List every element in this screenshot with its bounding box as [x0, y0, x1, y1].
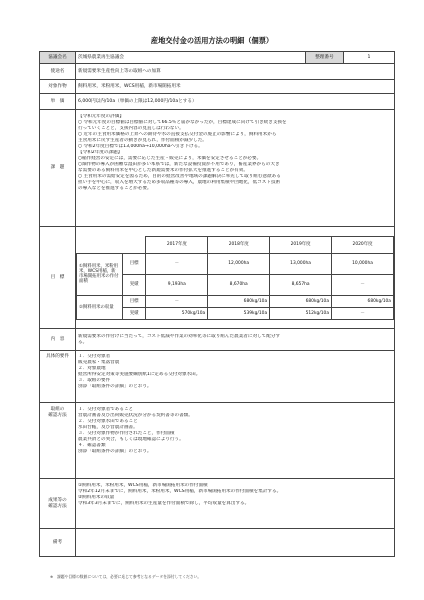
year-header: 2018年度 — [208, 236, 270, 253]
goals-corner — [77, 236, 146, 253]
goal1-actual-cell: 8,657ha — [270, 274, 332, 295]
goal2-actual-row — [77, 307, 394, 319]
goal1-target-row — [77, 253, 394, 274]
unit-price-value: 6,000円以内/10a（単価の上限は12,000円/10aとする） — [76, 94, 395, 110]
confirmation-line: 営農計画書及び出荷販売状況が分かる契約書等の書類。 — [78, 413, 193, 418]
results-label: 成果等の 確認方法 — [40, 479, 76, 529]
goal2-target-cell: 680kg/10a — [332, 295, 394, 307]
year-header: 2020年度 — [332, 236, 394, 253]
confirmation-label: 取組の 確認方法 — [40, 403, 76, 479]
results-line: ①飼料用米，米粉用米，WCS用稲，新市場開拓用米の作付面積 — [78, 483, 208, 488]
content-text — [76, 329, 395, 351]
purpose-value: 新規需要米生産性向上等の取組への加算 — [76, 64, 395, 80]
requirements-row — [40, 351, 395, 403]
goal2-actual-cell: 539kg/10a — [208, 307, 270, 319]
goal1-actual-cell: 9,193ha — [146, 274, 208, 295]
issues-row — [40, 110, 395, 227]
requirements-label: 具体的要件 — [40, 351, 76, 403]
issues-line: 担い手を中心に，収入を増大するため多収品種等の導入，農地の利用集積や団地化，低コスト技術 — [78, 180, 281, 185]
remarks-value — [76, 529, 395, 557]
footnote: ※ 課題や目標の数値については，必要に応じて参考となるデータを添付してください。 — [50, 574, 202, 579]
reference-number-label: 整理番号 — [306, 52, 344, 64]
crops-row — [40, 80, 395, 94]
document-title: 産地交付金の活用方法の明細（個票） — [150, 36, 274, 45]
confirmation-line: ２．交付対象水田であること — [78, 419, 138, 424]
confirmation-line: 水田台帳，及び営農計画書。 — [78, 425, 138, 430]
goal1-target-cell: 13,000ha — [270, 253, 332, 274]
goal1-actual-cell: － — [332, 274, 394, 295]
unit-price-label: 単 価 — [40, 94, 76, 110]
goal2-target-cell: － — [146, 295, 208, 307]
confirmation-line: 別添「取組条件の詳細」のとおり。 — [78, 449, 152, 454]
results-line: 令和3年3月末までに，飼料用米の生産量を作付面積で除し，平均収量を算出する。 — [78, 501, 250, 506]
goal2-actual-cell: 570kg/10a — [146, 307, 208, 319]
issues-text — [76, 110, 395, 227]
content-line: る。 — [78, 339, 88, 345]
goal1-target-cell: － — [146, 253, 208, 274]
issues-line: 主食用米に戻す生産者の動きが見られ，作付面積が減少した。 — [78, 138, 207, 143]
goal2-target-cell: 680kg/10a — [208, 295, 270, 307]
goal2-target-cell: 680kg/10a — [270, 295, 332, 307]
purpose-row — [40, 64, 395, 80]
goal1-target-label: 目標 — [122, 253, 145, 274]
issues-line: ○ 近年の主食用米価格の上昇への期待や水の直接支払交付金の廃止の影響により，飼料用米から — [78, 132, 277, 137]
crops-value: 飼料用米，米粉用米，WCS用稲，新市場開拓用米 — [76, 80, 395, 94]
purpose-label: 使途名 — [40, 64, 76, 80]
goal2-actual-label: 実績 — [122, 307, 145, 319]
content-label: 内 容 — [40, 329, 76, 351]
issues-line: な需要のある飼料用米を中心とした新規需要米の作付拡大を推進することが有効。 — [78, 168, 248, 173]
requirements-line: ２．対象農地 — [78, 366, 106, 371]
confirmation-line: ３．交付対象作物が作付されたこと，作付面積 — [78, 431, 175, 436]
goal1-actual-cell: 8,670ha — [208, 274, 270, 295]
goal2-target-label: 目標 — [122, 295, 145, 307]
results-line: 令和2年12月末までに，飼料用米，米粉用米，WCS用稲，新市場開拓用米の作付面積を集計する。 — [78, 489, 282, 494]
requirements-line: ３．取組の要件 — [78, 378, 111, 383]
goal1-crop-label: ①飼料用米，米粉用米，WCS用稲，新市場開拓用米の作付面積 — [77, 253, 123, 295]
goal1-actual-row — [77, 274, 394, 295]
confirmation-line: 農業共済との突合，もしくは現地確認により行う。 — [78, 437, 184, 442]
requirements-line: 別添「取組条件の詳細」のとおり。 — [78, 384, 152, 389]
issues-line: 【令和元年度の評価】 — [78, 114, 124, 119]
results-line: ②飼料用米の収量 — [78, 495, 115, 500]
crops-label: 対象作物 — [40, 80, 76, 94]
results-row — [40, 479, 395, 529]
issues-line: の導入などを推進することが必要。 — [78, 186, 152, 191]
council-label: 協議会名 — [40, 52, 76, 64]
issues-line: ○稲作経営の安定には，需要に応じた生産・販売により，米価を安定させることが必要。 — [78, 156, 262, 161]
requirements-line: 経営所得安定対策等実施要綱別紙1に定める交付対象水田。 — [78, 372, 201, 377]
issues-label: 課 題 — [40, 110, 76, 227]
goals-years-row — [77, 236, 394, 253]
issues-line: ○ 令和元年度の目標値は目標値に対して66.5％と届かなかったが，目標達成に向けて引き続き支援を — [78, 120, 287, 125]
requirements-line: １．交付対象者 — [78, 354, 111, 359]
content-line: 新規需要米の作付けに当たって，コスト低減や作業の効率化等に取り組んだ農業者に対して配分す — [78, 333, 281, 339]
goal2-actual-cell: － — [332, 307, 394, 319]
goal1-target-cell: 10,000ha — [332, 253, 394, 274]
goals-cell — [76, 227, 395, 329]
goals-row — [40, 227, 395, 329]
unit-price-row — [40, 94, 395, 110]
results-text — [76, 479, 395, 529]
header-row — [40, 52, 395, 64]
issues-line: ○畑作物の導入が困難な湿田が多い本県では，新たな設備投資が不用であり，畜産業界からの大き — [78, 162, 280, 167]
content-row — [40, 329, 395, 351]
council-value: 茨城県農業再生協議会 — [76, 52, 306, 64]
remarks-label: 備考 — [40, 529, 76, 557]
issues-line: ○ 令和2年度目標では13,000ha→10,000haへ引き下げる。 — [78, 144, 203, 149]
detail-form-table — [39, 51, 395, 557]
remarks-row — [40, 529, 395, 557]
issues-line: ○ 主食用米の需給安定を図るため，目的の経営改善や地域の課題解決に率先して取り組む意欲ある — [78, 174, 281, 179]
year-header: 2019年度 — [270, 236, 332, 253]
goals-label: 目 標 — [40, 227, 76, 329]
goal1-target-cell: 12,000ha — [208, 253, 270, 274]
goal2-target-row — [77, 295, 394, 307]
reference-number-value: 1 — [344, 52, 395, 64]
goal2-actual-cell: 512kg/10a — [270, 307, 332, 319]
confirmation-text — [76, 403, 395, 479]
year-header: 2017年度 — [146, 236, 208, 253]
goal1-actual-label: 実績 — [122, 274, 145, 295]
confirmation-line: ４．確認書類 — [78, 443, 106, 448]
issues-line: 【令和2年度の課題】 — [78, 150, 123, 155]
requirements-line: 販売農家・集落営農 — [78, 360, 120, 365]
goals-table — [76, 236, 394, 320]
confirmation-line: １．交付対象者であること — [78, 407, 134, 412]
goal2-crop-label: ②飼料用米の収量 — [77, 295, 123, 319]
confirmation-row — [40, 403, 395, 479]
issues-line: 行っていくことと，支援内容の見直しは行わない。 — [78, 126, 184, 131]
requirements-text — [76, 351, 395, 403]
